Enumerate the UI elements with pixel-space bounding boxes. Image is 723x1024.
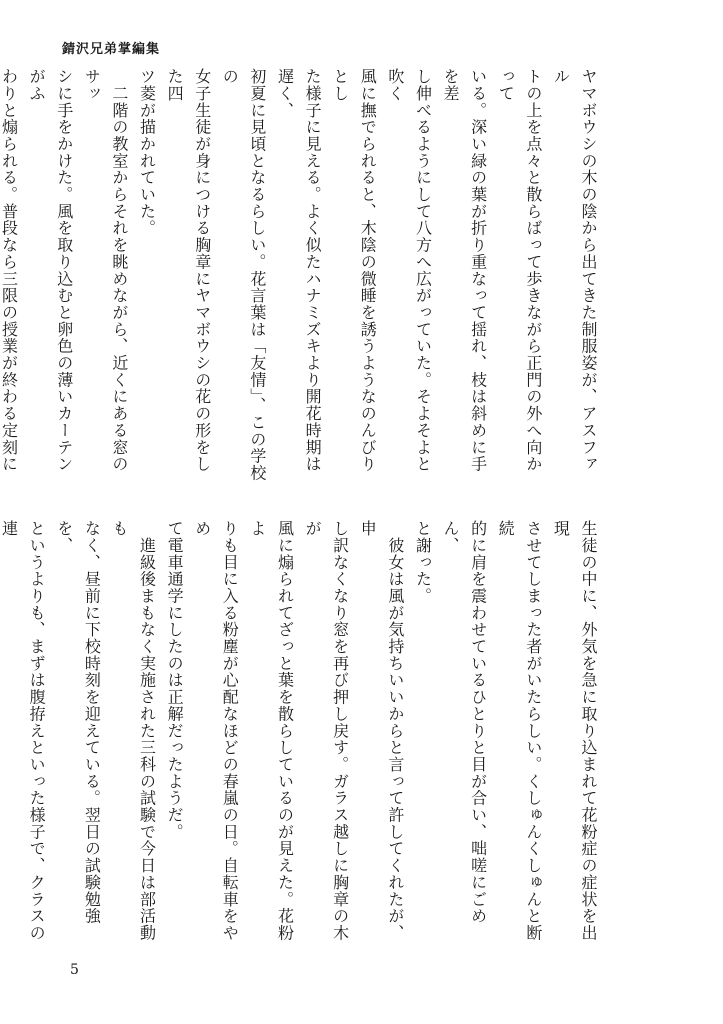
text-line: ツ菱が描かれていた。	[137, 68, 157, 237]
text-line: ヤマボウシの木の陰から出てきた制服姿が、アスファル	[551, 68, 598, 473]
text-line: 風に煽られてざっと葉を散らしているのが見えた。花粉よ	[247, 520, 295, 942]
text-line: いる。深い緑の葉が折り重なって揺れ、枝は斜めに手を差	[441, 68, 488, 473]
text-line: りも目に入る粉塵が心配なほどの春嵐の日。自転車をやめ	[192, 520, 240, 942]
text-line: 生徒の中に、外気を急に取り込まれて花粉症の症状を出現	[551, 520, 598, 942]
text-line: た様子に見える。よく似たハナミズキより開花時期は遅く、	[275, 68, 323, 473]
text-line: と謝った。	[413, 520, 433, 605]
text-line: なく、昼前に下校時刻を迎えている。翌日の試験勉強を、	[54, 520, 102, 925]
text-line: 二階の教室からそれを眺めながら、近くにある窓のサッ	[82, 68, 129, 473]
text-line: 風に撫でられると、木陰の微睡を誘うようなのんびりとし	[330, 68, 378, 473]
text-line: 進級後まもなく実施された三科の試験で今日は部活動も	[109, 520, 157, 942]
book-title: 錆沢兄弟掌編集	[62, 42, 161, 57]
page-number: 5	[70, 962, 79, 978]
text-line: 女子生徒が身につける胸章にヤマボウシの花の形をした四	[165, 68, 212, 473]
lower-text-block	[0, 520, 602, 948]
text-line: シに手をかけた。風を取り込むと卵色の薄いカーテンがふ	[27, 68, 74, 473]
text-line: 初夏に見頃となるらしい。花言葉は「友情」、この学校の	[220, 68, 267, 482]
text-line: し訳なくなり窓を再び押し戻す。ガラス越しに胸章の木が	[303, 520, 350, 942]
text-line: て電車通学にしたのは正解だったようだ。	[165, 520, 185, 841]
text-line: わりと煽られる。普段なら三限の授業が終わる定刻に	[0, 68, 19, 473]
text-line: トの上を点々と散らばって歩きながら正門の外へ向かって	[496, 68, 543, 473]
text-line: 的に肩を震わせているひとりと目が合い、咄嗟にごめん、	[441, 520, 488, 925]
text-line: というよりも、まずは腹拵えといった様子で、クラスの連	[0, 520, 47, 942]
upper-text-block	[0, 68, 602, 483]
text-line: させてしまった者がいたらしい。くしゅんくしゅんと断続	[496, 520, 543, 942]
text-line: 彼女は風が気持ちいいからと言って許してくれたが、申	[358, 520, 405, 942]
text-line: し伸べるようにして八方へ広がっていた。そよそよと吹く	[385, 68, 433, 473]
